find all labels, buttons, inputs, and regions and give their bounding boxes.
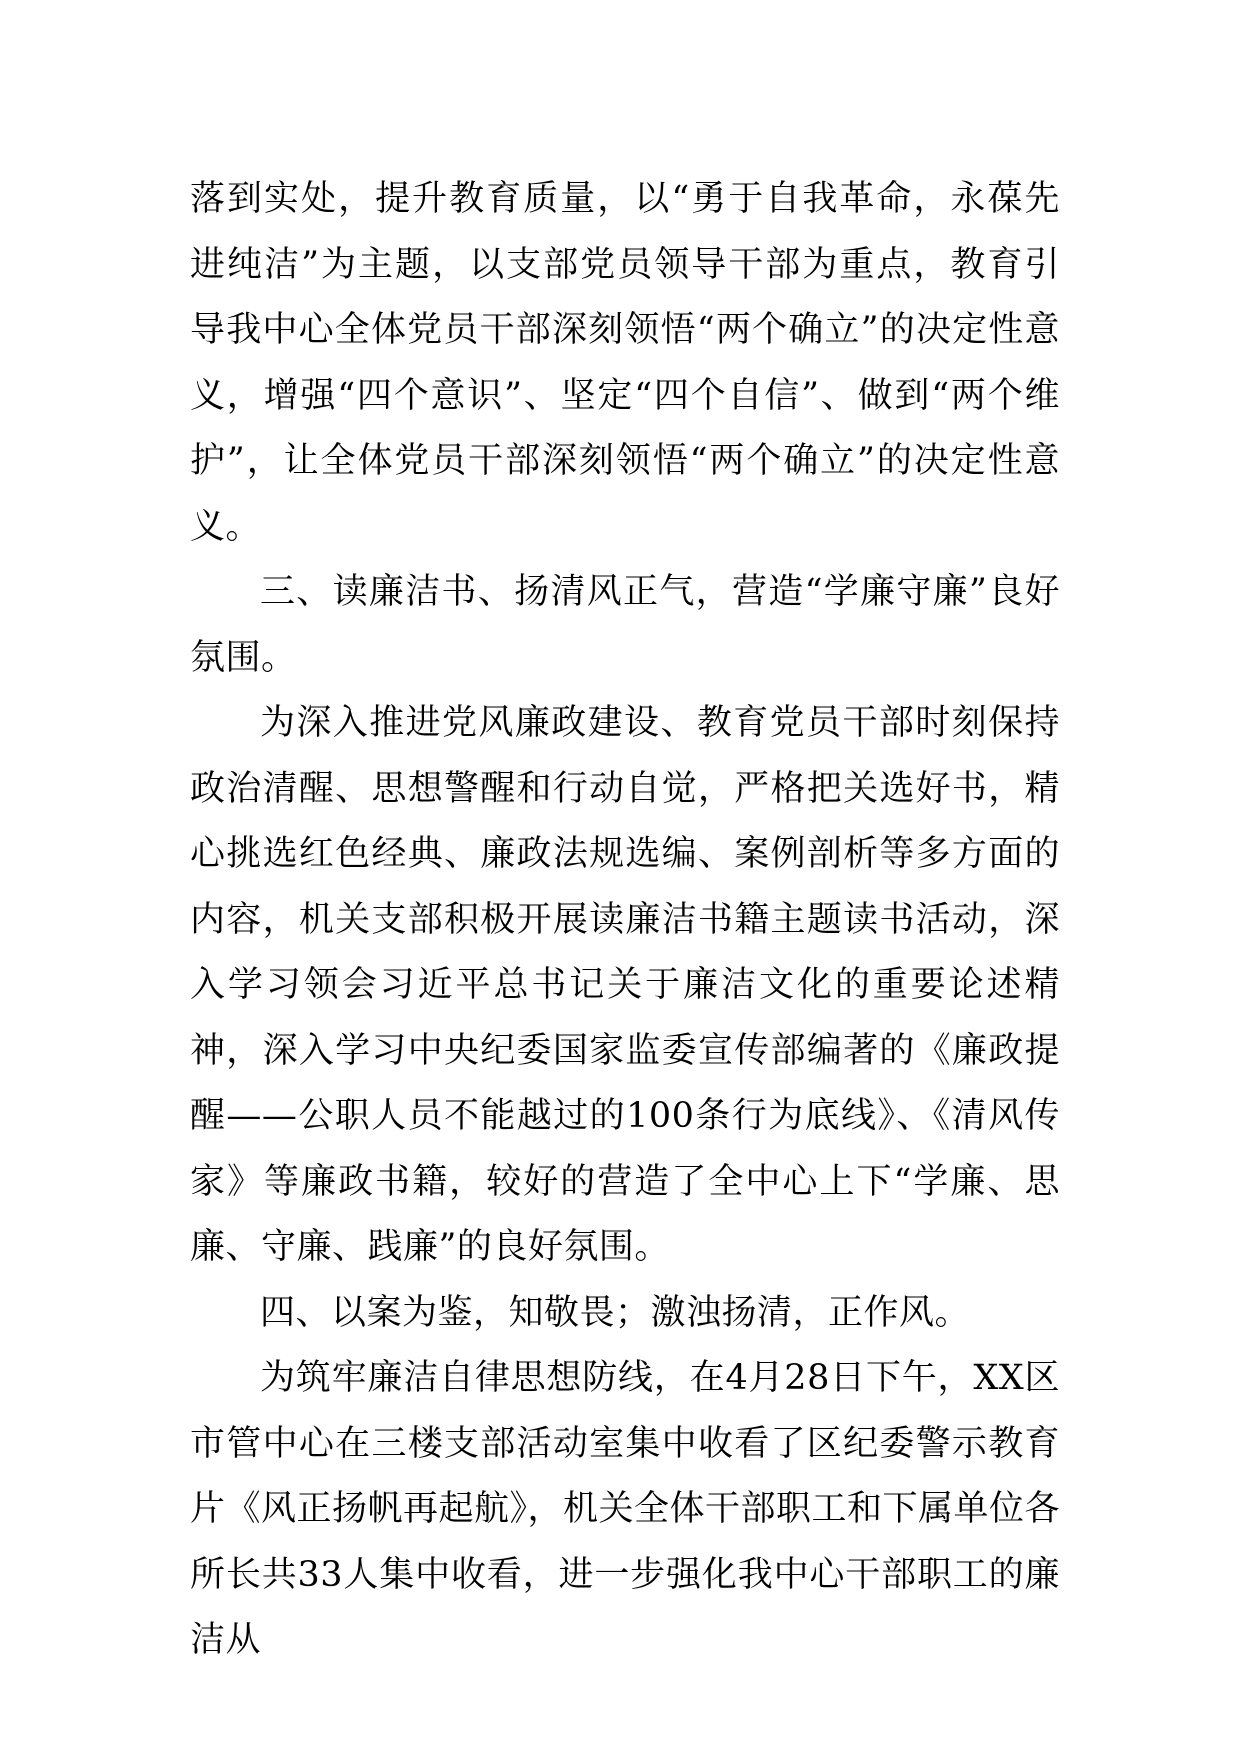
section-heading-three: 三、读廉洁书、扬清风正气，营造“学廉守廉”良好氛围。 — [190, 572, 1060, 678]
section-heading-four: 四、以案为鉴，知敬畏；激浊扬清，正作风。 — [260, 1292, 971, 1333]
paragraph-reading-activity: 为深入推进党风廉政建设、教育党员干部时刻保持政治清醒、思想警醒和行动自觉，严格把关选好书，精心挑选红色经典、廉政法规选编、案例剖析等多方面的内容，机关支部积极开展读廉洁书籍主题读书活动，深入学习领会习近平总书记关于廉洁文化的重要论述精神，深入学习中央纪委国家监委宣传部编著的《廉政提醒——公职人员不能越过的100条行为底线》、《清风传家》等廉政书籍，较好的营造了全中心上下“学廉、思廉、守廉、践廉”的良好氛围。 — [190, 703, 1060, 1267]
paragraph-continuation: 落到实处，提升教育质量，以“勇于自我革命，永葆先进纯洁”为主题，以支部党员领导干部为重点，教育引导我中心全体党员干部深刻领悟“两个确立”的决定性意义，增强“四个意识”、坚定“四个自信”、做到“两个维护”，让全体党员干部深刻领悟“两个确立”的决定性意义。 — [190, 179, 1060, 547]
paragraph-warning-education: 为筑牢廉洁自律思想防线，在4月28日下午，XX区市管中心在三楼支部活动室集中收看了区纪委警示教育片《风正扬帆再起航》，机关全体干部职工和下属单位各所长共33人集中收看，进一步强化我中心干部职工的廉洁从 — [190, 1358, 1061, 1660]
document-body — [190, 167, 1060, 1674]
